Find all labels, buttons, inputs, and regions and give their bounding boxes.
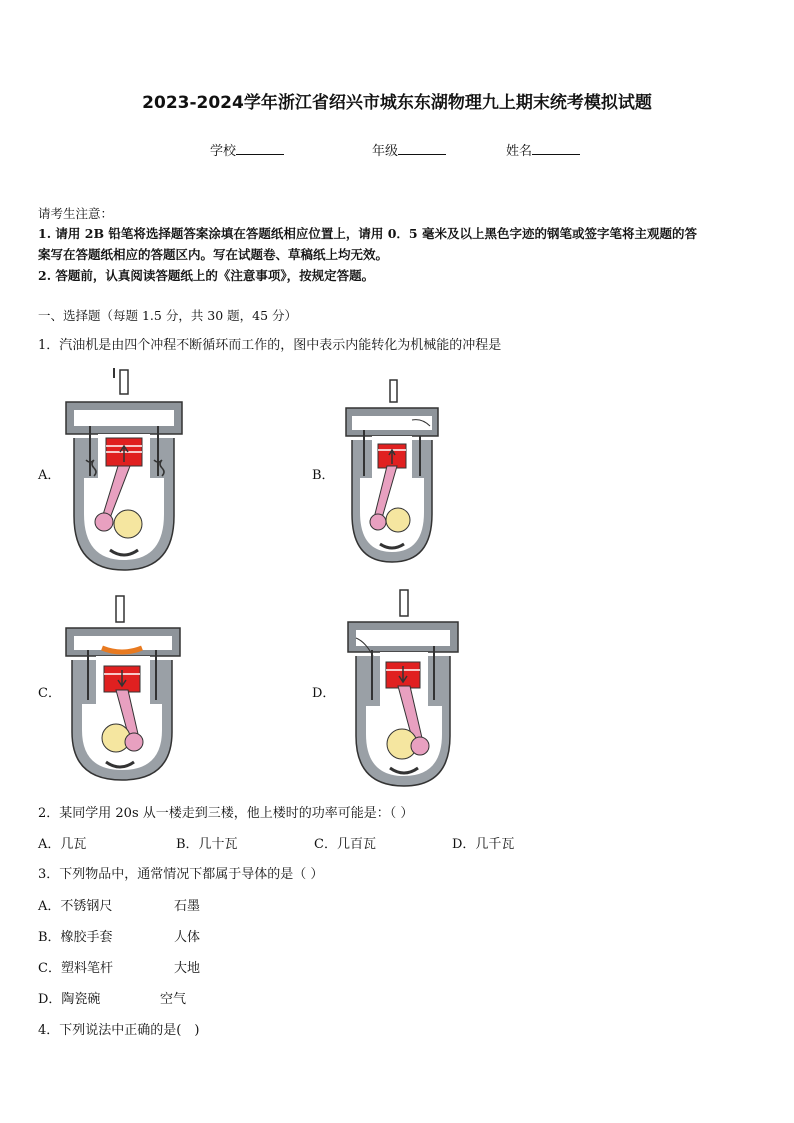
name-label: 姓名 (506, 144, 533, 159)
notice-line-1a: 1. 请用 2B 铅笔将选择题答案涂填在答题纸相应位置上，请用 0．5 毫米及以上黑色字迹的钢笔或签字笔将主观题的答 (38, 226, 697, 241)
school-field (210, 140, 284, 159)
option-d-label: D． (312, 686, 336, 701)
q2-option-d: D．几千瓦 (452, 837, 515, 852)
engine-diagram-c (62, 594, 184, 782)
q2-option-b: B．几十瓦 (176, 837, 238, 852)
question-1: 1．汽油机是由四个冲程不断循环而工作的，图中表示内能转化为机械能的冲程是 (38, 338, 502, 353)
q3-option-a-pair: 石墨 (174, 899, 201, 914)
question-4: 4．下列说法中正确的是( ) (38, 1023, 200, 1038)
q3-option-a: A．不锈钢尺 (38, 899, 113, 914)
grade-field (372, 140, 446, 159)
name-field (506, 140, 580, 159)
q3-option-d-pair: 空气 (160, 992, 187, 1007)
notice-line-2: 2. 答题前，认真阅读答题纸上的《注意事项》，按规定答题。 (38, 268, 375, 283)
option-b-label: B． (312, 468, 335, 483)
grade-label: 年级 (372, 144, 399, 159)
notice-heading: 请考生注意： (38, 206, 114, 221)
engine-diagram-d (344, 588, 462, 788)
option-a-label: A． (38, 468, 61, 483)
q2-option-a: A．几瓦 (38, 837, 87, 852)
q2-option-c: C．几百瓦 (314, 837, 376, 852)
q3-option-b: B．橡胶手套 (38, 930, 113, 945)
q3-option-d: D．陶瓷碗 (38, 992, 101, 1007)
question-2: 2．某同学用 20s 从一楼走到三楼，他上楼时的功率可能是：（ ） (38, 806, 414, 821)
section-heading: 一、选择题（每题 1.5 分，共 30 题，45 分） (38, 308, 298, 323)
notice-line-1b: 案写在答题纸相应的答题区内。写在试题卷、草稿纸上均无效。 (38, 247, 389, 262)
q3-option-b-pair: 人体 (174, 930, 201, 945)
engine-diagram-b (342, 378, 442, 564)
exam-title: 2023-2024学年浙江省绍兴市城东东湖物理九上期末统考模拟试题 (142, 93, 652, 113)
question-3: 3．下列物品中，通常情况下都属于导体的是（ ） (38, 867, 324, 882)
q3-option-c-pair: 大地 (174, 961, 201, 976)
q3-option-c: C．塑料笔杆 (38, 961, 113, 976)
option-c-label: C． (38, 686, 61, 701)
engine-diagram-a (62, 366, 186, 572)
school-label: 学校 (210, 144, 237, 159)
